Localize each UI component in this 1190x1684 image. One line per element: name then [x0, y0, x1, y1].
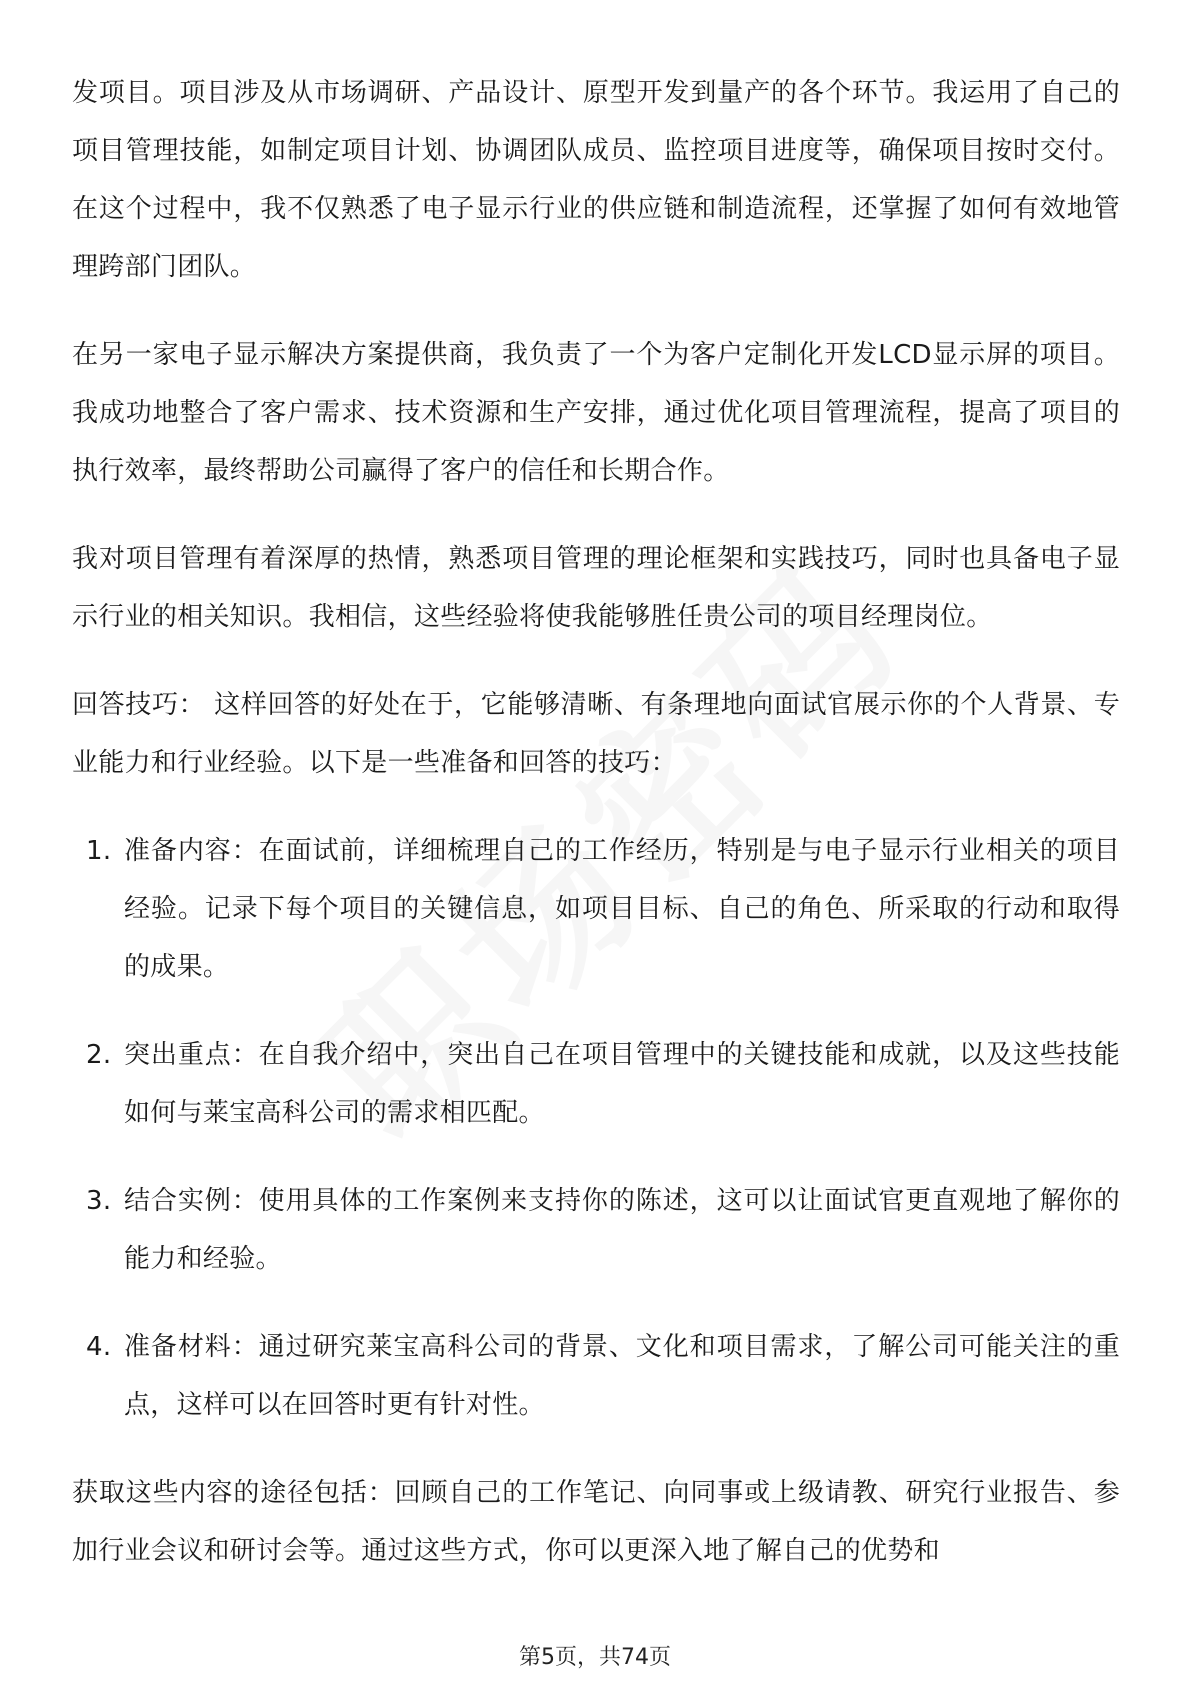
paragraph-passion: 我对项目管理有着深厚的热情，熟悉项目管理的理论框架和实践技巧，同时也具备电子显示行业的相关知识。我相信，这些经验将使我能够胜任贵公司的项目经理岗位。 — [72, 544, 1120, 632]
list-item-number: 3. — [86, 1186, 112, 1216]
list-item — [72, 822, 1120, 996]
paragraph-answer-tips: 回答技巧： 这样回答的好处在于，它能够清晰、有条理地向面试官展示你的个人背景、专业能力和行业经验。以下是一些准备和回答的技巧： — [72, 690, 1120, 778]
list-item — [72, 1318, 1120, 1434]
list-item — [72, 1172, 1120, 1288]
page-footer: 第5页，共74页 — [519, 1645, 671, 1670]
list-item-number: 4. — [86, 1332, 112, 1362]
document-page — [72, 64, 1120, 1610]
list-item — [72, 1026, 1120, 1142]
list-item-text: 突出重点：在自我介绍中，突出自己在项目管理中的关键技能和成就，以及这些技能如何与莱宝高科公司的需求相匹配。 — [124, 1040, 1120, 1128]
list-item-number: 1. — [86, 836, 112, 866]
paragraph-lcd-project: 在另一家电子显示解决方案提供商，我负责了一个为客户定制化开发LCD显示屏的项目。我成功地整合了客户需求、技术资源和生产安排，通过优化项目管理流程，提高了项目的执行效率，最终帮助公司赢得了客户的信任和长期合作。 — [72, 340, 1120, 486]
list-item-text: 结合实例：使用具体的工作案例来支持你的陈述，这可以让面试官更直观地了解你的能力和经验。 — [124, 1186, 1120, 1274]
list-item-number: 2. — [86, 1040, 112, 1070]
paragraph-project-experience: 发项目。项目涉及从市场调研、产品设计、原型开发到量产的各个环节。我运用了自己的项目管理技能，如制定项目计划、协调团队成员、监控项目进度等，确保项目按时交付。在这个过程中，我不仅熟悉了电子显示行业的供应链和制造流程，还掌握了如何有效地管理跨部门团队。 — [72, 78, 1120, 282]
tips-list — [72, 822, 1120, 1434]
list-item-text: 准备材料：通过研究莱宝高科公司的背景、文化和项目需求，了解公司可能关注的重点，这样可以在回答时更有针对性。 — [124, 1332, 1120, 1420]
list-item-text: 准备内容：在面试前，详细梳理自己的工作经历，特别是与电子显示行业相关的项目经验。记录下每个项目的关键信息，如项目目标、自己的角色、所采取的行动和取得的成果。 — [124, 836, 1120, 982]
paragraph-closing: 获取这些内容的途径包括：回顾自己的工作笔记、向同事或上级请教、研究行业报告、参加行业会议和研讨会等。通过这些方式，你可以更深入地了解自己的优势和 — [72, 1478, 1120, 1566]
